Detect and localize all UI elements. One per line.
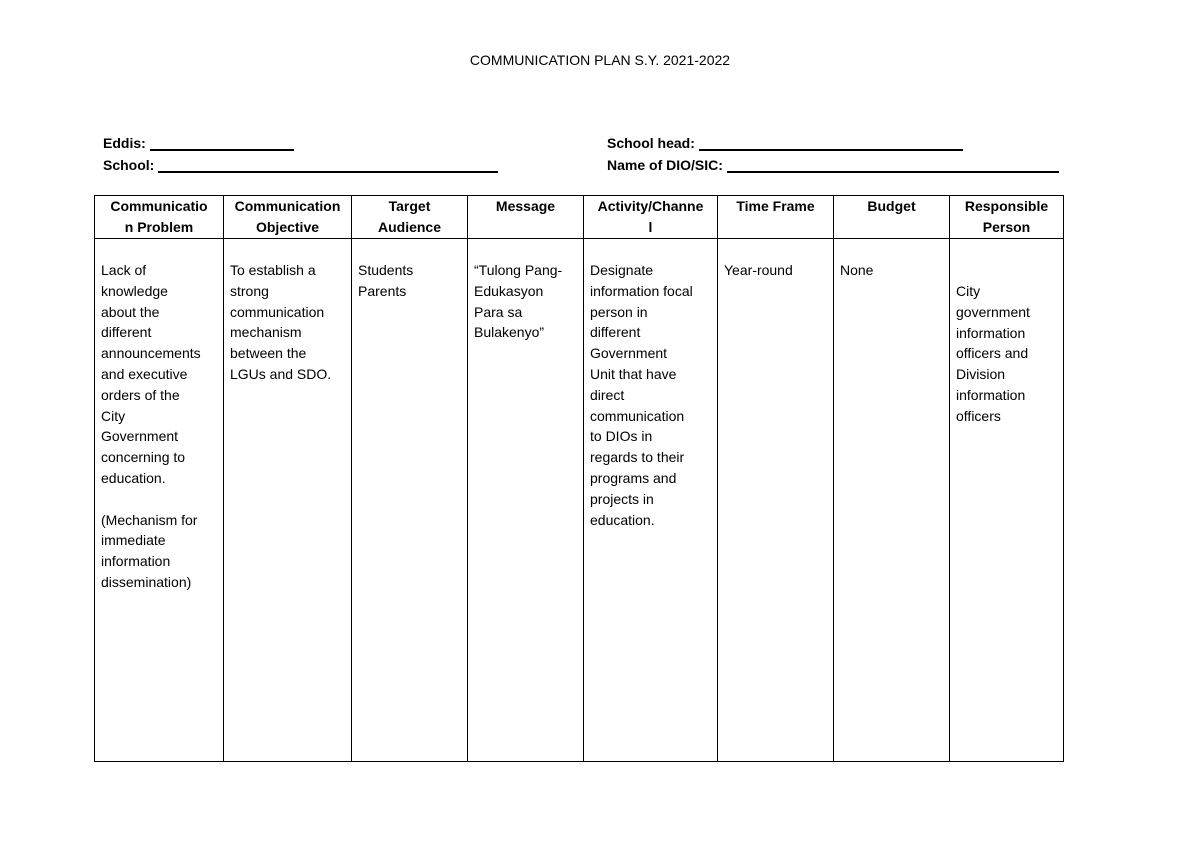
header-budget: Budget <box>834 196 950 239</box>
header-activity-channel: Activity/Channe l <box>584 196 718 239</box>
school-head-label: School head: <box>607 135 695 151</box>
header-responsible-person: Responsible Person <box>950 196 1064 239</box>
communication-plan-table <box>94 195 1064 762</box>
cell-message: “Tulong Pang- Edukasyon Para sa Bulakenyo” <box>468 239 584 762</box>
header-communication-objective: Communication Objective <box>224 196 352 239</box>
header-target-audience: Target Audience <box>352 196 468 239</box>
cell-responsible-person <box>950 239 1064 762</box>
eddis-field <box>103 135 294 151</box>
eddis-label: Eddis: <box>103 135 146 151</box>
header-message: Message <box>468 196 584 239</box>
table-row <box>95 239 1064 762</box>
document-title: COMMUNICATION PLAN S.Y. 2021-2022 <box>469 52 731 68</box>
school-blank-line[interactable] <box>158 157 498 173</box>
dio-sic-label: Name of DIO/SIC: <box>607 157 723 173</box>
responsible-person-text: City government information officers and Division information officers <box>956 283 1030 424</box>
school-field <box>103 157 498 173</box>
header-communication-problem: Communicatio n Problem <box>95 196 224 239</box>
cell-activity-channel: Designate information focal person in different Government Unit that have direct communication to DIOs in regards to their programs and projects in education. <box>584 239 718 762</box>
cell-target-audience: Students Parents <box>352 239 468 762</box>
eddis-blank-line[interactable] <box>150 135 294 151</box>
school-head-field <box>607 135 963 151</box>
cell-time-frame: Year-round <box>718 239 834 762</box>
dio-sic-field <box>607 157 1059 173</box>
table-header-row <box>95 196 1064 239</box>
cell-communication-problem: Lack of knowledge about the different announcements and executive orders of the City Government concerning to education. (Mechanism for immediate information dissemination) <box>95 239 224 762</box>
school-label: School: <box>103 157 155 173</box>
school-head-blank-line[interactable] <box>699 135 963 151</box>
header-time-frame: Time Frame <box>718 196 834 239</box>
cell-communication-objective: To establish a strong communication mechanism between the LGUs and SDO. <box>224 239 352 762</box>
cell-budget: None <box>834 239 950 762</box>
dio-sic-blank-line[interactable] <box>727 157 1059 173</box>
